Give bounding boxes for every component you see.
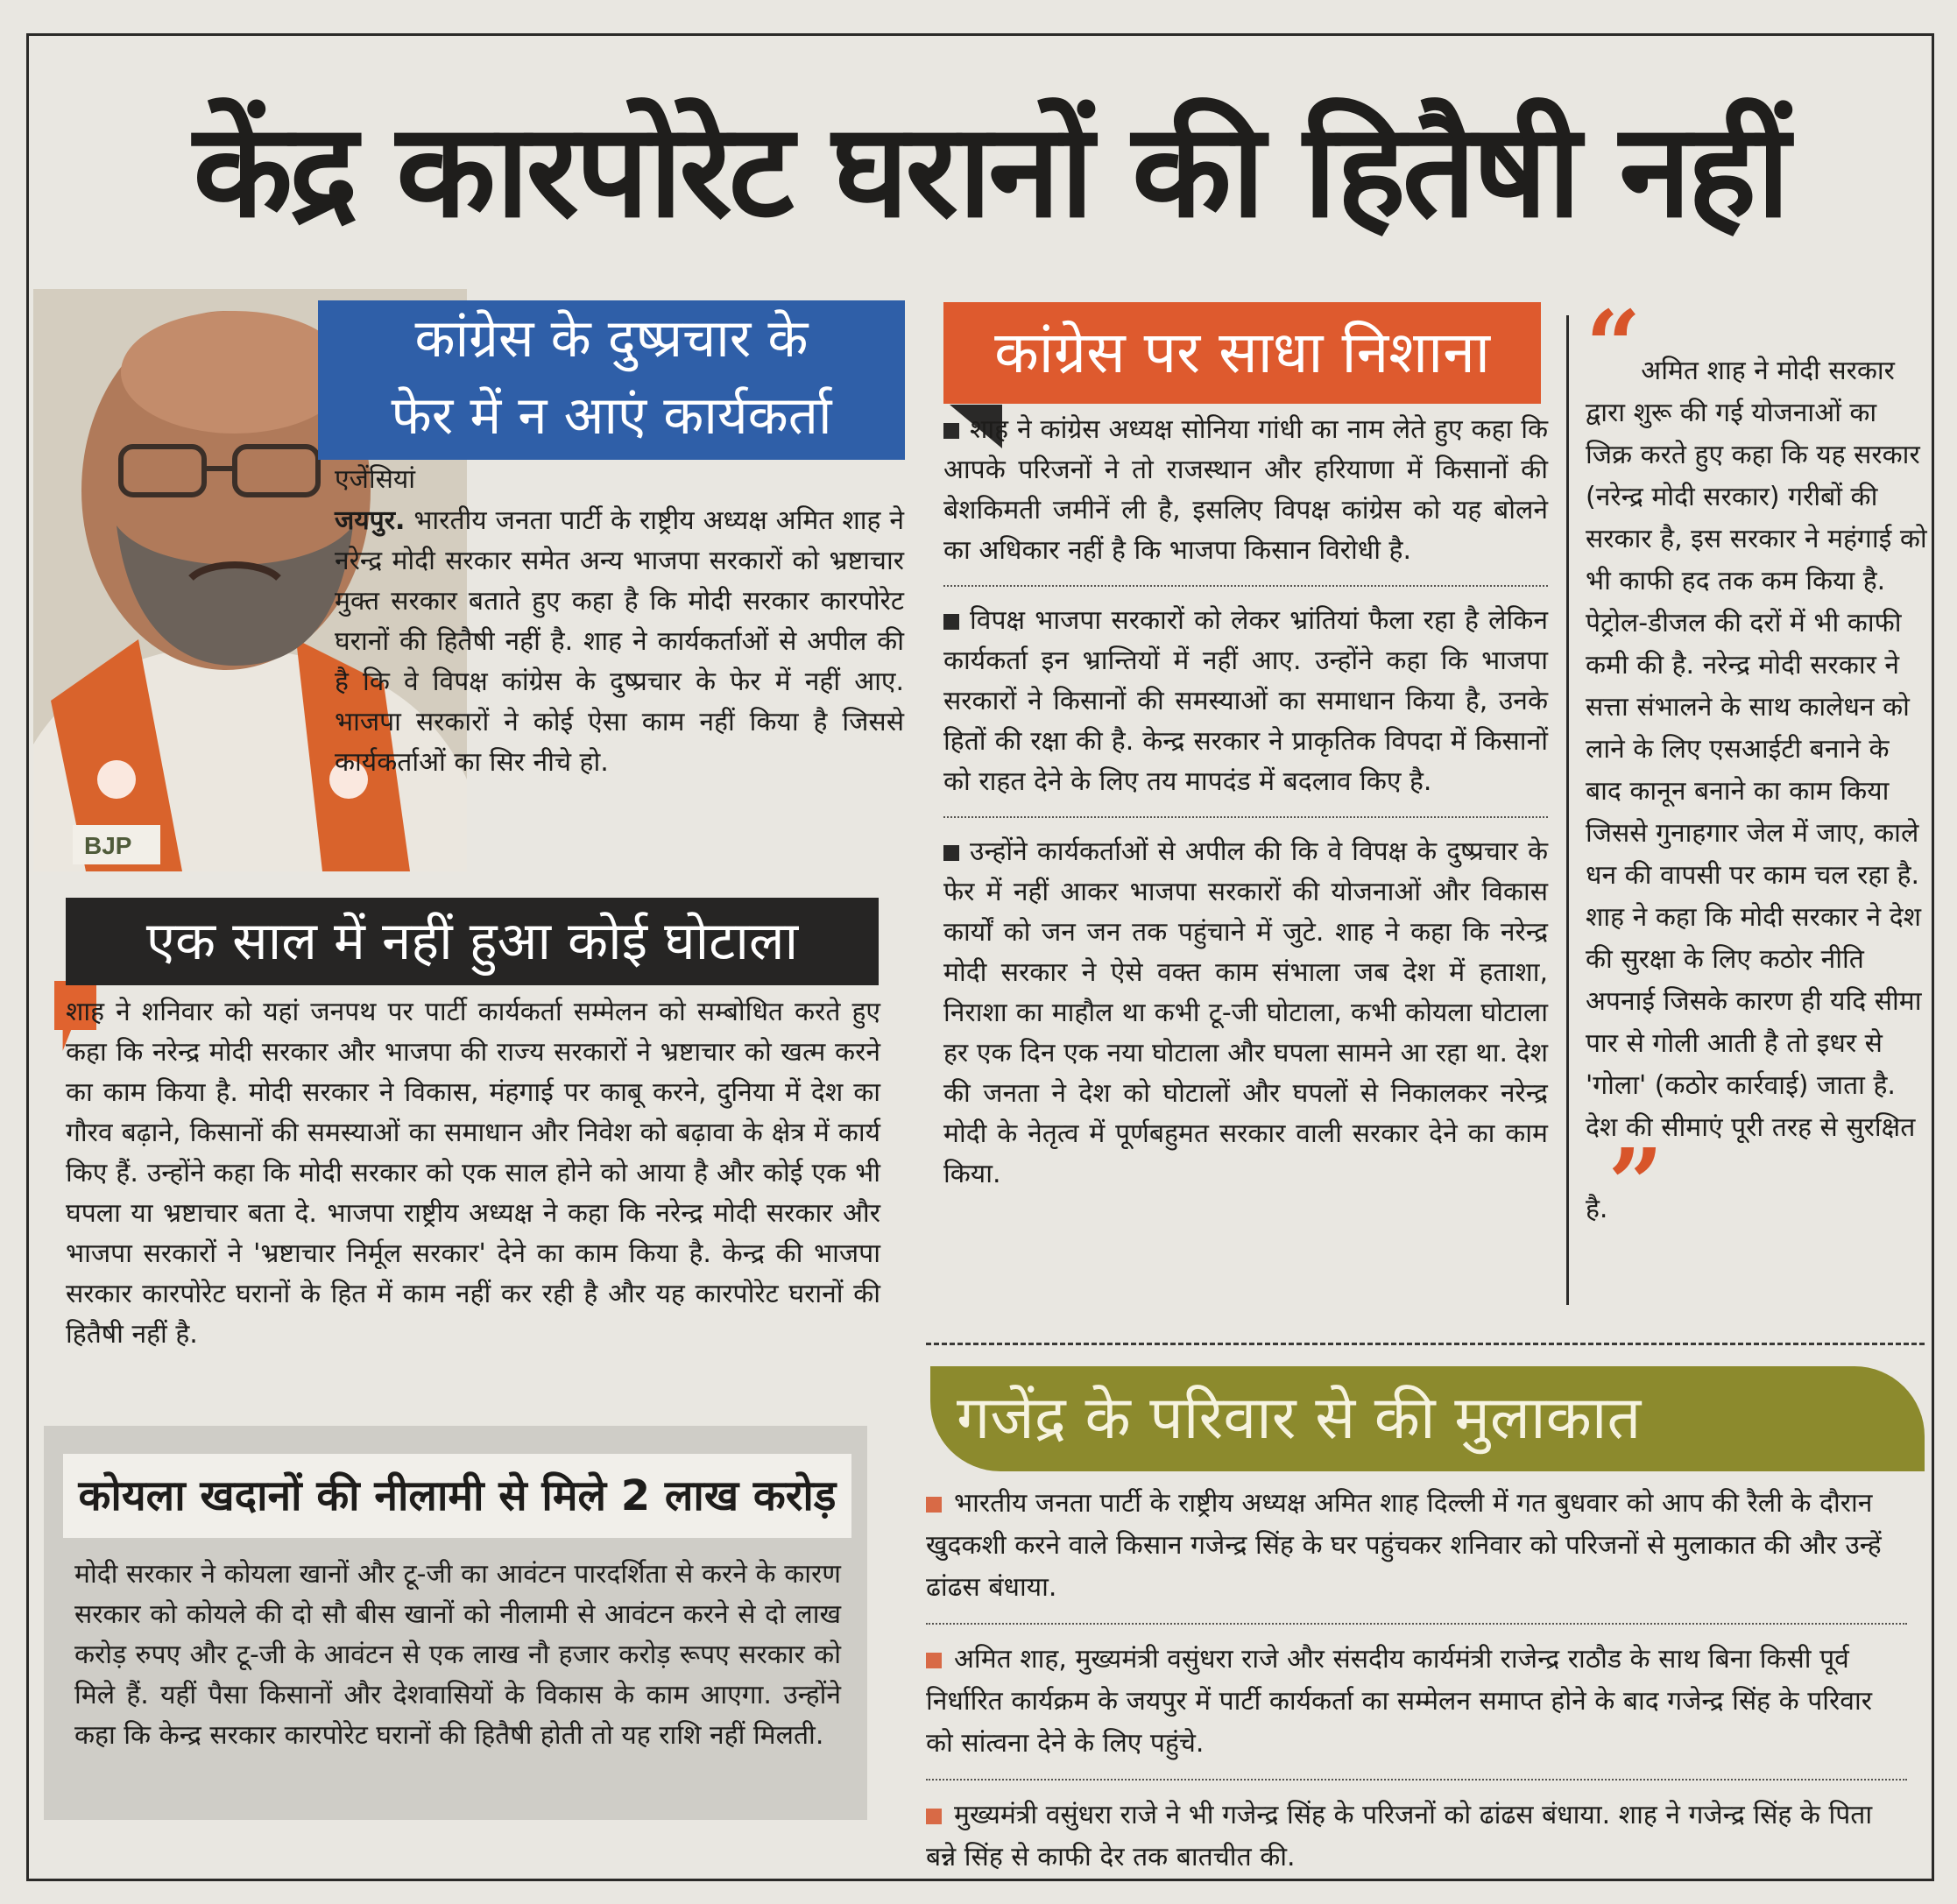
congress-column: [943, 410, 1548, 1195]
congress-point-text: विपक्ष भाजपा सरकारों को लेकर भ्रांतियां फैला रहा है लेकिन कार्यकर्ता इन भ्रान्तियों में नहीं आए. उन्होंने कहा कि भाजपा सरकारों ने किसानों की समस्याओं का समाधान किया है, उनके हितों की रक्षा की है. केन्द्र सरकार ने प्राकृतिक विपदा में किसानों को राहत देने के लिए तय मापदंड में बदलाव किए है.: [943, 605, 1548, 797]
left-deck-line1: कांग्रेस के दुष्प्रचार के: [414, 308, 809, 370]
coal-paragraph: मोदी सरकार ने कोयला खानों और टू-जी का आवंटन पारदर्शिता से करने के कारण सरकार को कोयले की दो सौ बीस खानों को नीलामी से आवंटन करने से दो लाख करोड़ रुपए और टू-जी के आवंटन से एक लाख नौ हजार करोड़ रूपए सरकार को मिले हैं. यहीं पैसा किसानों और देशवासियों के विकास के काम आएगा. उन्होंने कहा कि केन्द्र सरकार कारपोरेट घरानों की हितैषी होती तो यह राशि नहीं मिलती.: [74, 1559, 841, 1751]
column-rule: [1566, 315, 1569, 1305]
section-divider: [926, 1343, 1925, 1345]
congress-point-text: शाह ने कांग्रेस अध्यक्ष सोनिया गांधी का नाम लेते हुए कहा कि आपके परिजनों ने तो राजस्थान और हरियाणा में किसानों की बेशकिमती जमीनें ली है, इसलिए विपक्ष कांग्रेस को यह बोलने का अधिकार नहीं है कि भाजपा किसान विरोधी है.: [943, 414, 1548, 566]
gajendra-point-text: अमित शाह, मुख्यमंत्री वसुंधरा राजे और संसदीय कार्यमंत्री राजेन्द्र राठौड के साथ बिना किसी पूर्व निर्धारित कार्यक्रम के जयपुर में पार्टी कार्यकर्ता का सम्मेलन समाप्त होने के बाद गजेन्द्र सिंह के परिवार को सांत्वना देने के लिए पहुंचे.: [926, 1644, 1873, 1759]
left-deck: [318, 300, 905, 460]
square-bullet-icon: [943, 423, 959, 439]
square-bullet-icon: [943, 845, 959, 861]
gajendra-point: [926, 1795, 1907, 1879]
main-headline: केंद्र कारपोरेट घरानों की हितैषी नहीं: [193, 95, 1787, 246]
square-bullet-icon: [926, 1653, 942, 1668]
square-bullet-icon: [926, 1809, 942, 1824]
congress-point: [943, 410, 1548, 571]
divider: [926, 1779, 1907, 1781]
one-year-deck: एक साल में नहीं हुआ कोई घोटाला: [66, 898, 879, 985]
intro-text: भारतीय जनता पार्टी के राष्ट्रीय अध्यक्ष अमित शाह ने नरेन्द्र मोदी सरकार समेत अन्य भाजपा सरकारों को भ्रष्टाचार मुक्त सरकार बताते हुए कहा है कि मोदी सरकार कारपोरेट घरानों की हितैषी नहीं है. शाह ने कार्यकर्ताओं से अपील की है कि वे विपक्ष कांग्रेस के दुष्प्रचार के फेर में नहीं आए. भाजपा सरकारों ने कोई ऐसा काम नहीं किया है जिससे कार्यकर्ताओं का सिर नीचे हो.: [335, 505, 904, 778]
left-deck-line2: फेर में न आएं कार्यकर्ता: [391, 385, 832, 447]
square-bullet-icon: [943, 614, 959, 630]
gajendra-point: [926, 1483, 1907, 1609]
agency-byline: एजेंसियां: [335, 464, 416, 495]
congress-point: [943, 832, 1548, 1195]
gajendra-deck: गजेंद्र के परिवार से की मुलाकात: [930, 1366, 1925, 1471]
divider: [926, 1623, 1907, 1625]
dateline: जयपुर.: [335, 505, 406, 536]
close-quote-icon: ”: [1607, 1127, 1664, 1240]
quote-box: [1586, 289, 1927, 1240]
gajendra-column: [926, 1483, 1907, 1879]
coal-title: कोयला खदानों की नीलामी से मिले 2 लाख करोड़: [63, 1454, 851, 1538]
congress-point: [943, 601, 1548, 802]
gajendra-point-text: भारतीय जनता पार्टी के राष्ट्रीय अध्यक्ष अमित शाह दिल्ली में गत बुधवार को आप की रैली के दौरान खुदकशी करने वाले किसान गजेन्द्र सिंह के घर पहुंचकर शनिवार को परिजनों से मुलाकात की और उन्हें ढांढस बंधाया.: [926, 1488, 1882, 1603]
divider: [943, 585, 1548, 587]
congress-deck: कांग्रेस पर साधा निशाना: [943, 302, 1541, 404]
photo-badge: BJP: [84, 832, 132, 859]
square-bullet-icon: [926, 1497, 942, 1513]
divider: [943, 816, 1548, 818]
quote-text: अमित शाह ने मोदी सरकार द्वारा शुरू की गई योजनाओं का जिक्र करते हुए कहा कि यह सरकार (नरेन्द्र मोदी सरकार) गरीबों की सरकार है, इस सरकार ने महंगाई को भी काफी हद तक कम किया है. पेट्रोल-डीजल की दरों में भी काफी कमी की है. नरेन्द्र मोदी सरकार ने सत्ता संभालने के साथ कालेधन को लाने के लिए एसआईटी बनाने के बाद कानून बनाने का काम किया जिससे गुनाहगार जेल में जाए, काले धन की वापसी पर काम चल रहा है. शाह ने कहा कि मोदी सरकार ने देश की सुरक्षा के लिए कठोर नीति अपनाई जिसके कारण ही यदि सीमा पार से गोली आती है तो इधर से 'गोला' (कठोर कार्रवाई) जाता है. देश की सीमाएं पूरी तरह से सुरक्षित है.: [1586, 356, 1927, 1224]
gajendra-point: [926, 1639, 1907, 1765]
intro-paragraph: [335, 501, 904, 783]
gajendra-point-text: मुख्यमंत्री वसुंधरा राजे ने भी गजेन्द्र सिंह के परिजनों को ढांढस बंधाया. शाह ने गजेन्द्र सिंह के पिता बन्ने सिंह से काफी देर तक बातचीत की.: [926, 1800, 1873, 1872]
open-quote-icon: “: [1586, 289, 1642, 402]
one-year-paragraph: शाह ने शनिवार को यहां जनपथ पर पार्टी कार्यकर्ता सम्मेलन को सम्बोधित करते हुए कहा कि नरेन्द्र मोदी सरकार और भाजपा की राज्य सरकारों ने भ्रष्टाचार को खत्म करने का काम किया है. मोदी सरकार ने विकास, मंहगाई पर काबू करने, दुनिया में देश का गौरव बढ़ाने, किसानों की समस्याओं का समाधान और निवेश को बढ़ावा के क्षेत्र में कार्य किए हैं. उन्होंने कहा कि मोदी सरकार को एक साल होने को आया है और कोई एक भी घपला या भ्रष्टाचार बता दे. भाजपा राष्ट्रीय अध्यक्ष ने कहा कि नरेन्द्र मोदी सरकार और भाजपा सरकारों ने 'भ्रष्टाचार निर्मूल सरकार' देने का काम किया है. केन्द्र की भाजपा सरकार कारपोरेट घरानों के हित में काम नहीं कर रही है और यह कारपोरेट घरानों की हितैषी नहीं है.: [66, 997, 880, 1350]
congress-point-text: उन्होंने कार्यकर्ताओं से अपील की कि वे विपक्ष के दुष्प्रचार के फेर में नहीं आकर भाजपा सरकारों की योजनाओं और विकास कार्यों को जन जन तक पहुंचाने में जुटे. शाह ने कहा कि नरेन्द्र मोदी सरकार ने ऐसे वक्त काम संभाला जब देश में हताशा, निराशा का माहौल था कभी टू-जी घोटाला, कभी कोयला घोटाला हर एक दिन एक नया घोटाला और घपला सामने आ रहा था. देश की जनता ने देश को घोटालों और घपलों से निकालकर नरेन्द्र मोदी के नेतृत्व में पूर्णबहुमत सरकार वाली सरकार देने का काम किया.: [943, 836, 1548, 1189]
